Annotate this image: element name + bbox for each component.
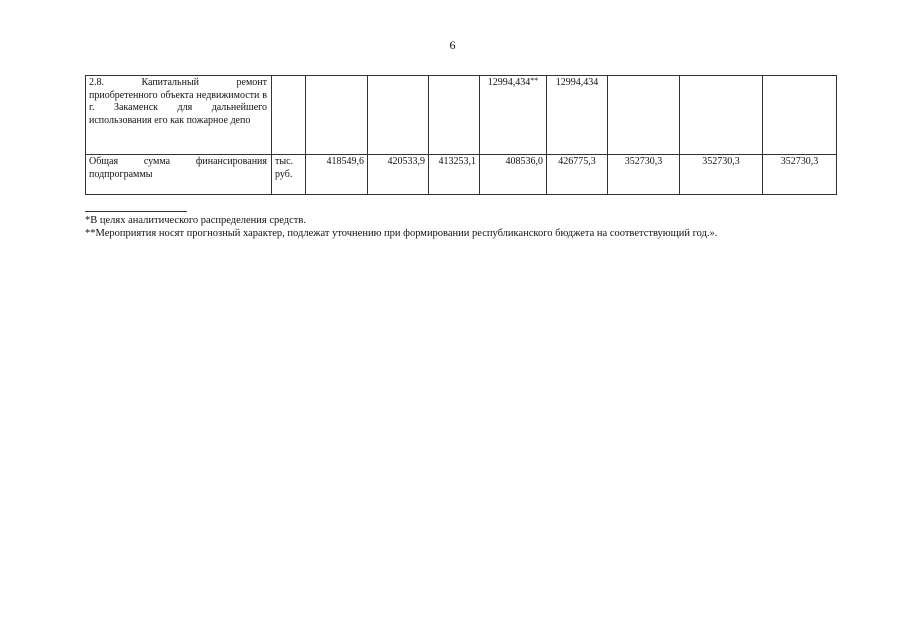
table-row — [86, 155, 837, 195]
table-cell — [429, 76, 480, 155]
row-unit: тыс. руб. — [272, 155, 306, 195]
table-cell — [306, 76, 368, 155]
table-cell: 12994,434 — [547, 76, 608, 155]
footnote: **Мероприятия носят прогнозный характер, подлежат уточнению при формировании республиканского бюджета на соответствующий год.». — [85, 228, 718, 239]
table-cell: 413253,1 — [429, 155, 480, 195]
table-cell: 408536,0 — [480, 155, 547, 195]
footnote-mark: ** — [530, 76, 539, 85]
row-unit — [272, 76, 306, 155]
footnote-divider — [85, 211, 187, 212]
table-row — [86, 76, 837, 155]
table-cell: 352730,3 — [680, 155, 763, 195]
table-cell: 426775,3 — [547, 155, 608, 195]
table-cell: 352730,3 — [608, 155, 680, 195]
table-cell: 418549,6 — [306, 155, 368, 195]
table-cell: 352730,3 — [763, 155, 837, 195]
table-cell — [680, 76, 763, 155]
page-number: 6 — [449, 38, 456, 52]
financing-table — [85, 75, 837, 195]
table-cell — [368, 76, 429, 155]
footnotes — [85, 214, 838, 240]
row-name: 2.8. Капитальный ремонт приобретенного объекта недвижимости в г. Закаменск для дальнейшего использования его как пожарное депо — [86, 76, 272, 155]
table-cell — [763, 76, 837, 155]
table-cell: 12994,434** — [480, 76, 547, 155]
row-name: Общая сумма финансирования подпрограммы — [86, 155, 272, 195]
footnote: *В целях аналитического распределения средств. — [85, 215, 306, 226]
table-cell: 420533,9 — [368, 155, 429, 195]
table-cell — [608, 76, 680, 155]
